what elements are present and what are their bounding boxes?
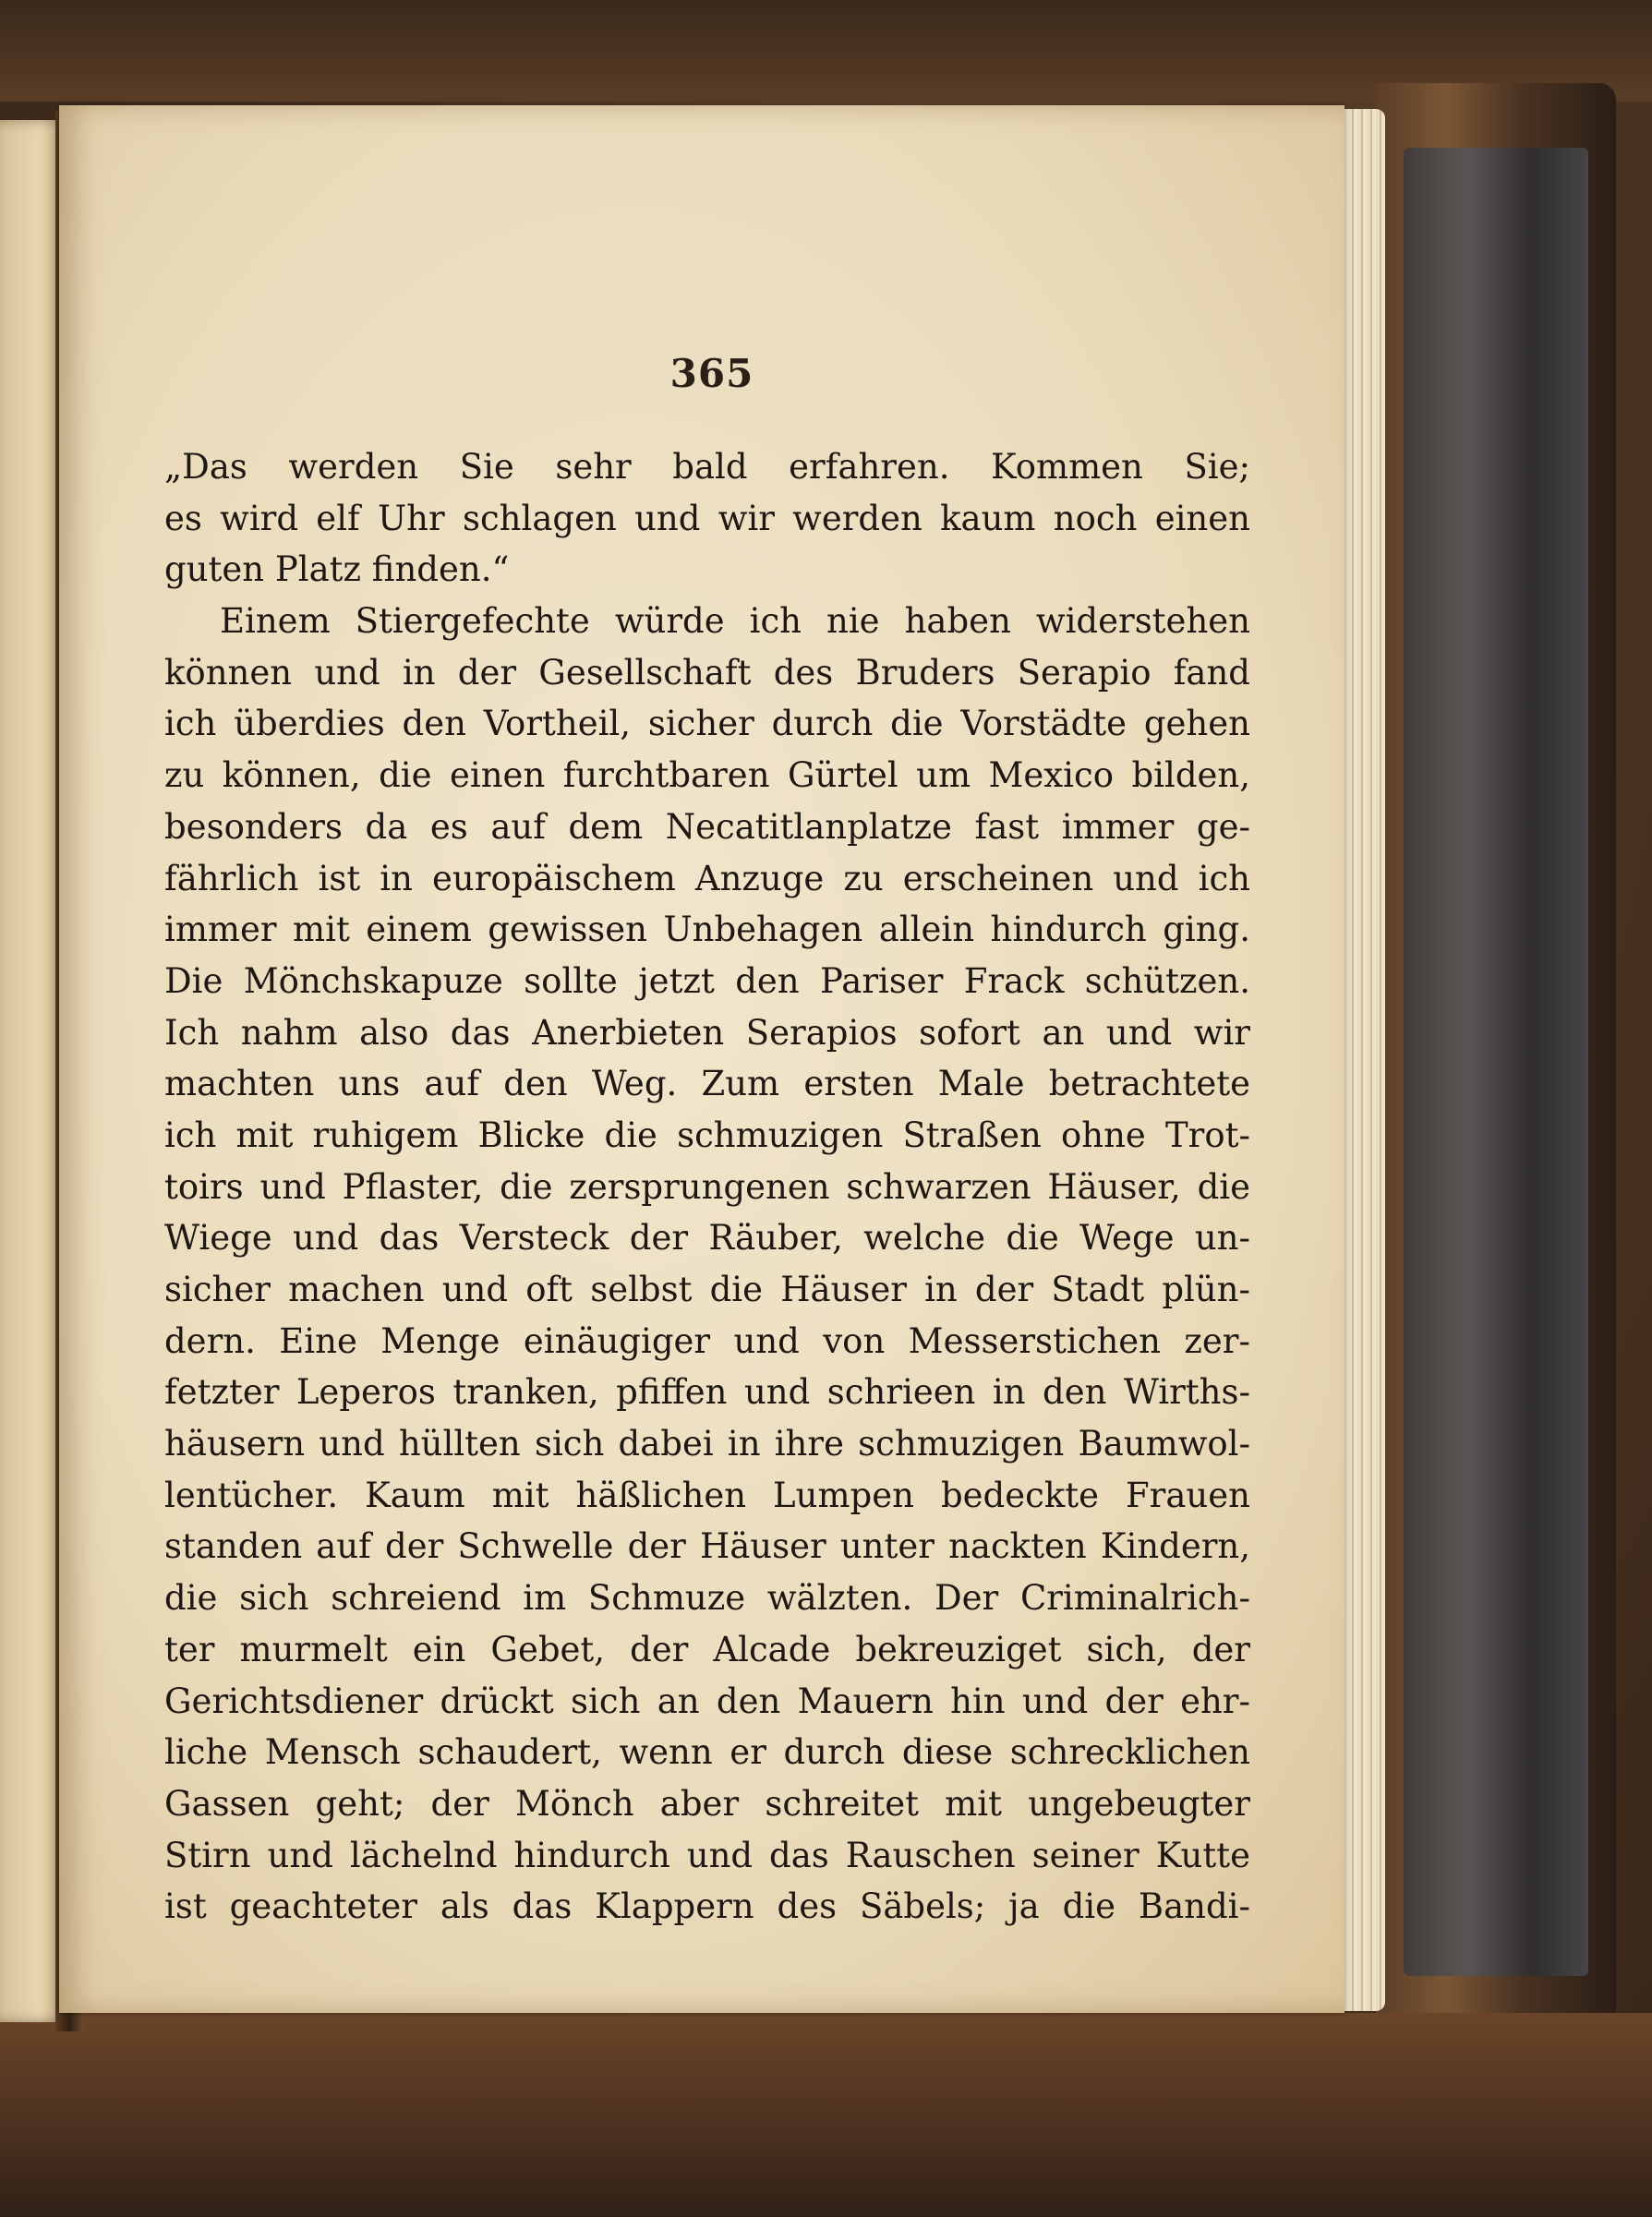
spine-cloth [1404,148,1588,1976]
text-line: zu können, die einen furchtbaren Gürtel um Mexico bilden, [164,755,1250,796]
body-text [164,441,1250,1933]
cover-board-right [1376,83,1616,2041]
text-line: sicher machen und oft selbst die Häuser in der Stadt plün- [164,1270,1250,1309]
book-page [59,105,1345,2013]
text-line: ich mit ruhigem Blicke die schmuzigen Straßen ohne Trot- [164,1115,1250,1155]
text-line: Einem Stiergefechte würde ich nie haben widerstehen [220,601,1250,642]
text-line: Wiege und das Versteck der Räuber, welche die Wege un- [164,1218,1250,1259]
text-line: Die Mönchskapuze sollte jetzt den Pariser Frack schützen. [164,960,1250,1001]
text-line: besonders da es auf dem Necatitlanplatze fast immer ge- [164,806,1250,847]
text-line: liche Mensch schaudert, wenn er durch diese schrecklichen [164,1732,1250,1773]
text-line: immer mit einem gewissen Unbehagen allein hindurch ging. [164,910,1250,950]
text-line: standen auf der Schwelle der Häuser unter nackten Kindern, [164,1526,1250,1567]
text-line: Gerichtsdiener drückt sich an den Mauern hin und der ehr- [164,1681,1250,1721]
text-line: ist geachteter als das Klappern des Säbels; ja die Bandi- [164,1886,1250,1927]
text-line: Stirn und lächelnd hindurch und das Rauschen seiner Kutte [164,1835,1250,1875]
text-line: die sich schreiend im Schmuze wälzten. Der Criminalrich- [164,1578,1250,1619]
text-line: fährlich ist in europäischem Anzuge zu erscheinen und ich [164,858,1250,898]
text-line: lentücher. Kaum mit häßlichen Lumpen bedeckte Frauen [164,1475,1250,1515]
text-line: toirs und Pflaster, die zersprungenen schwarzen Häuser, die [164,1166,1250,1207]
text-line: guten Platz finden.“ [164,549,510,590]
text-line: machten uns auf den Weg. Zum ersten Male betrachtete [164,1064,1250,1104]
text-line: fetzter Leperos tranken, pfiffen und schrieen in den Wirths- [164,1372,1250,1413]
text-line: können und in der Gesellschaft des Bruders Serapio fand [164,652,1250,693]
text-line: ich überdies den Vortheil, sicher durch die Vorstädte gehen [164,704,1250,744]
cover-bottom-edge [0,2013,1652,2217]
page-number: 365 [669,351,754,396]
text-line: Gassen geht; der Mönch aber schreitet mit ungebeugter [164,1783,1250,1824]
text-line: es wird elf Uhr schlagen und wir werden kaum noch einen [164,498,1250,538]
text-line: dern. Eine Menge einäugiger und von Messerstichen zer- [164,1320,1250,1361]
text-line: häusern und hüllten sich dabei in ihre schmuzigen Baumwol- [164,1424,1250,1464]
text-line: „Das werden Sie sehr bald erfahren. Kommen Sie; [164,447,1250,487]
text-line: ter murmelt ein Gebet, der Alcade bekreuziget sich, der [164,1629,1250,1669]
text-line: Ich nahm also das Anerbieten Serapios sofort an und wir [164,1012,1250,1053]
